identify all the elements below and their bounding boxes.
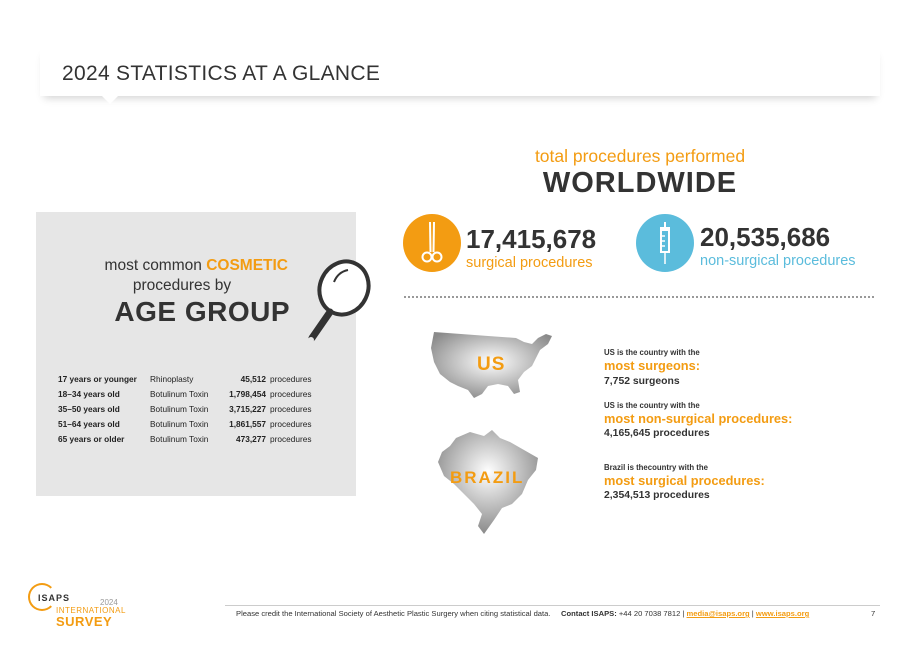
brazil-label: BRAZIL bbox=[450, 468, 525, 487]
fact-heading: most surgical procedures: bbox=[604, 473, 765, 488]
heading-prefix: most common bbox=[104, 257, 207, 274]
nonsurgical-badge bbox=[636, 214, 694, 272]
age-label: 51–64 years old bbox=[58, 419, 120, 429]
procedure-count: 1,798,454 bbox=[229, 389, 266, 399]
age-label: 35–50 years old bbox=[58, 404, 120, 414]
procedure-name: Rhinoplasty bbox=[150, 374, 194, 384]
age-group-heading-line3: AGE GROUP bbox=[114, 296, 290, 327]
age-label: 17 years or younger bbox=[58, 374, 137, 384]
logo-name: ISAPS bbox=[38, 593, 71, 603]
hand-mirror-icon bbox=[304, 258, 374, 348]
age-label: 18–34 years old bbox=[58, 389, 120, 399]
scissors-icon bbox=[403, 214, 461, 272]
procedure-name: Botulinum Toxin bbox=[150, 419, 209, 429]
syringe-icon bbox=[636, 214, 694, 272]
fact-value: 2,354,513 procedures bbox=[604, 490, 710, 501]
surgical-label: surgical procedures bbox=[466, 255, 593, 271]
procedure-count: 473,277 bbox=[236, 434, 266, 444]
credit-text: Please credit the International Society of Aesthetic Plastic Surgery when citing statistical data. bbox=[236, 609, 551, 618]
dotted-divider bbox=[404, 296, 874, 298]
title-pointer bbox=[102, 96, 118, 104]
procedure-unit: procedures bbox=[270, 404, 312, 414]
fact-value: 7,752 surgeons bbox=[604, 376, 680, 387]
isaps-survey-logo bbox=[0, 578, 130, 638]
fact-intro: US is the country with the bbox=[604, 348, 700, 357]
footer-divider bbox=[225, 605, 880, 606]
footer bbox=[236, 609, 809, 618]
title-bar bbox=[40, 46, 880, 96]
us-label: US bbox=[477, 354, 506, 375]
logo-line2: SURVEY bbox=[56, 614, 113, 629]
separator: | bbox=[682, 609, 685, 618]
contact-phone: +44 20 7038 7812 bbox=[618, 609, 681, 618]
heading-accent: COSMETIC bbox=[206, 257, 288, 274]
nonsurgical-count: 20,535,686 bbox=[700, 222, 831, 252]
procedure-count: 1,861,557 bbox=[229, 419, 266, 429]
procedure-name: Botulinum Toxin bbox=[150, 404, 209, 414]
procedure-unit: procedures bbox=[270, 389, 312, 399]
fact-heading: most surgeons: bbox=[604, 358, 700, 373]
surgical-badge bbox=[403, 214, 461, 272]
procedure-count: 3,715,227 bbox=[229, 404, 266, 414]
website-link[interactable]: www.isaps.org bbox=[755, 609, 810, 618]
procedure-unit: procedures bbox=[270, 374, 312, 384]
fact-intro: Brazil is thecountry with the bbox=[604, 463, 708, 472]
page-title: 2024 STATISTICS AT A GLANCE bbox=[62, 62, 381, 85]
surgical-count: 17,415,678 bbox=[466, 224, 597, 254]
page-number: 7 bbox=[871, 609, 876, 618]
logo-year: 2024 bbox=[100, 598, 118, 607]
procedure-name: Botulinum Toxin bbox=[150, 434, 209, 444]
procedure-count: 45,512 bbox=[240, 374, 266, 384]
nonsurgical-label: non-surgical procedures bbox=[700, 253, 856, 269]
fact-intro: US is the country with the bbox=[604, 401, 700, 410]
age-group-heading-line1 bbox=[36, 257, 288, 275]
logo-line1: INTERNATIONAL bbox=[56, 606, 126, 615]
separator: | bbox=[751, 609, 754, 618]
age-group-heading-line2: procedures by bbox=[132, 277, 232, 294]
worldwide-subheading: total procedures performed bbox=[534, 146, 746, 166]
contact-label: Contact ISAPS: bbox=[561, 609, 617, 618]
age-group-panel bbox=[36, 212, 356, 496]
fact-value: 4,165,645 procedures bbox=[604, 428, 710, 439]
email-link[interactable]: media@isaps.org bbox=[686, 609, 750, 618]
fact-heading: most non-surgical procedures: bbox=[604, 411, 793, 426]
age-label: 65 years or older bbox=[58, 434, 125, 444]
procedure-name: Botulinum Toxin bbox=[150, 389, 209, 399]
worldwide-heading: WORLDWIDE bbox=[542, 167, 738, 199]
procedure-unit: procedures bbox=[270, 419, 312, 429]
procedure-unit: procedures bbox=[270, 434, 312, 444]
